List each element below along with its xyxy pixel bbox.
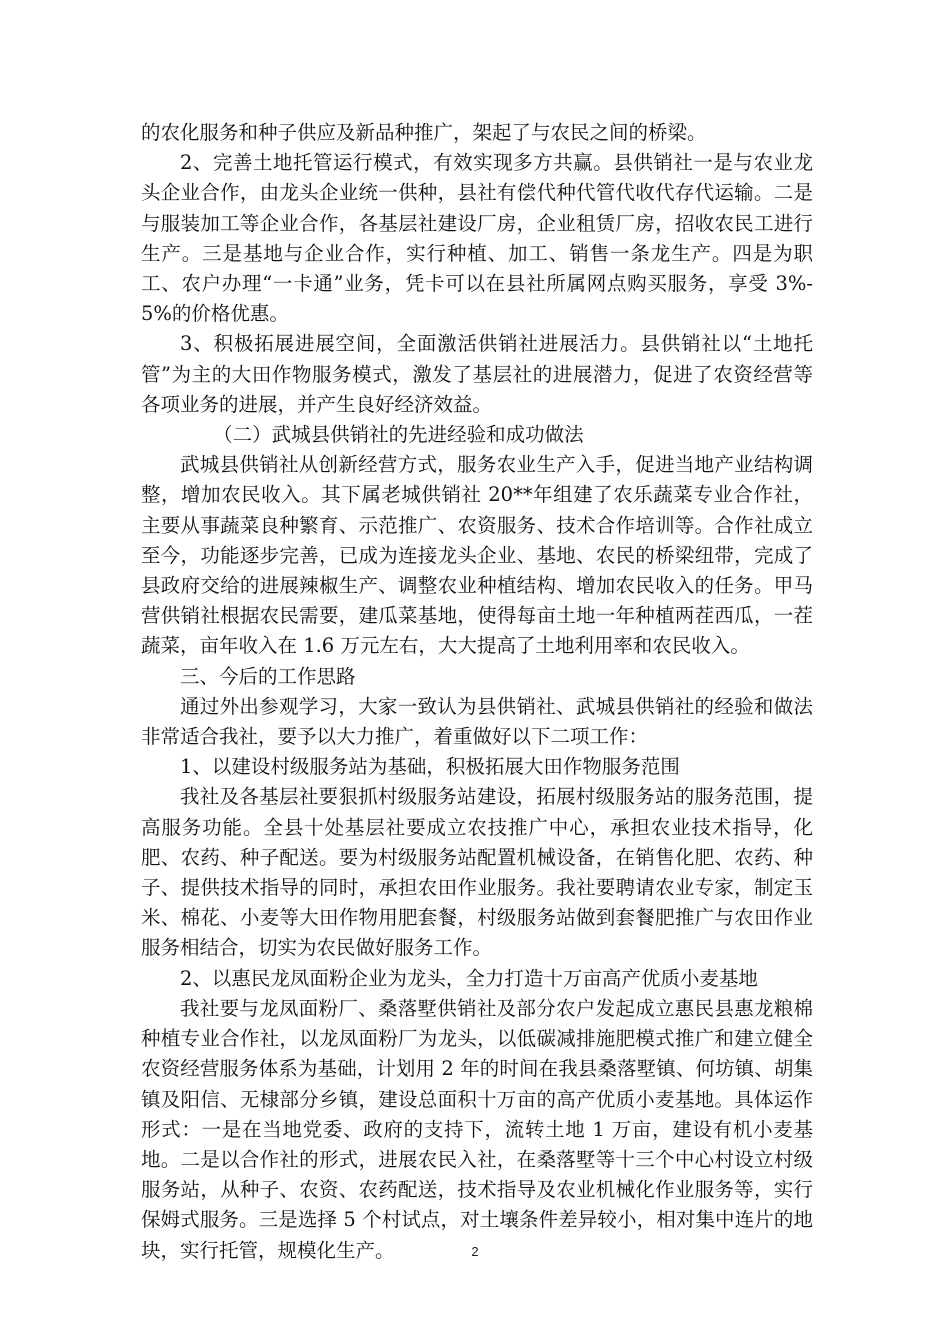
paragraph-wucheng: 武城县供销社从创新经营方式，服务农业生产入手，促进当地产业结构调整，增加农民收入。其下属老城供销社 20**年组建了农乐蔬菜专业合作社，主要从事蔬菜良种繁育、示范推广、农资服务、技术合作培训等。合作社成立至今，功能逐步完善，已成为连接龙头企业、基地、农民的桥梁纽带，完成了县政府交给的进展辣椒生产、调整农业种植结构、增加农民收入的任务。甲马营供销社根据农民需要，建瓜菜基地，使得每亩土地一年种植两茬西瓜，一茬蔬菜，亩年收入在 1.6 万元左右，大大提高了土地利用率和农民收入。 — [141, 453, 813, 658]
section-heading-wucheng: （二）武城县供销社的先进经验和成功做法 — [213, 423, 584, 447]
subheading-service-stations: 1、以建设村级服务站为基础，积极拓展大田作物服务范围 — [180, 755, 680, 779]
subheading-wheat-base: 2、以惠民龙凤面粉企业为龙头，全力打造十万亩高产优质小麦基地 — [180, 966, 758, 990]
paragraph-service-stations: 我社及各基层社要狠抓村级服务站建设，拓展村级服务站的服务范围，提高服务功能。全县十处基层社要成立农技推广中心，承担农业技术指导，化肥、农药、种子配送。要为村级服务站配置机械设备，在销售化肥、农药、种子、提供技术指导的同时，承担农田作业服务。我社要聘请农业专家，制定玉米、棉花、小麦等大田作物用肥套餐，村级服务站做到套餐肥推广与农田作业服务相结合，切实为农民做好服务工作。 — [141, 785, 813, 960]
paragraph-item-2: 2、完善土地托管运行模式，有效实现多方共赢。县供销社一是与农业龙头企业合作，由龙头企业统一供种，县社有偿代种代管代收代存代运输。二是与服装加工等企业合作，各基层社建设厂房，企业租赁厂房，招收农民工进行生产。三是基地与企业合作，实行种植、加工、销售一条龙生产。四是为职工、农户办理“一卡通”业务，凭卡可以在县社所属网点购买服务，享受 3%-5%的价格优惠。 — [141, 151, 813, 326]
section-heading-future-work: 三、今后的工作思路 — [180, 664, 356, 688]
document-body — [141, 118, 813, 1266]
paragraph-continuation: 的农化服务和种子供应及新品种推广，架起了与农民之间的桥梁。 — [141, 121, 707, 144]
page-number: 2 — [471, 1244, 479, 1259]
paragraph-item-3: 3、积极拓展进展空间，全面激活供销社进展活力。县供销社以“土地托管”为主的大田作物服务模式，激发了基层社的进展潜力，促进了农资经营等各项业务的进展，并产生良好经济效益。 — [141, 332, 813, 416]
paragraph-wheat-base: 我社要与龙凤面粉厂、桑落墅供销社及部分农户发起成立惠民县惠龙粮棉种植专业合作社，以龙凤面粉厂为龙头，以低碳减排施肥模式推广和建立健全农资经营服务体系为基础，计划用 2 年的时间在我县桑落墅镇、何坊镇、胡集镇及阳信、无棣部分乡镇，建设总面积十万亩的高产优质小麦基地。具体运作形式：一是在当地党委、政府的支持下，流转土地 1 万亩，建设有机小麦基地。二是以合作社的形式，进展农民入社，在桑落墅等十三个中心村设立村级服务站，从种子、农资、农药配送，技术指导及农业机械化作业服务等，实行保姆式服务。三是选择 5 个村试点，对土壤条件差异较小，相对集中连片的地块，实行托管，规模化生产。 — [141, 996, 813, 1262]
paragraph-future-intro: 通过外出参观学习，大家一致认为县供销社、武城县供销社的经验和做法非常适合我社，要予以大力推广，着重做好以下二项工作： — [141, 694, 813, 749]
